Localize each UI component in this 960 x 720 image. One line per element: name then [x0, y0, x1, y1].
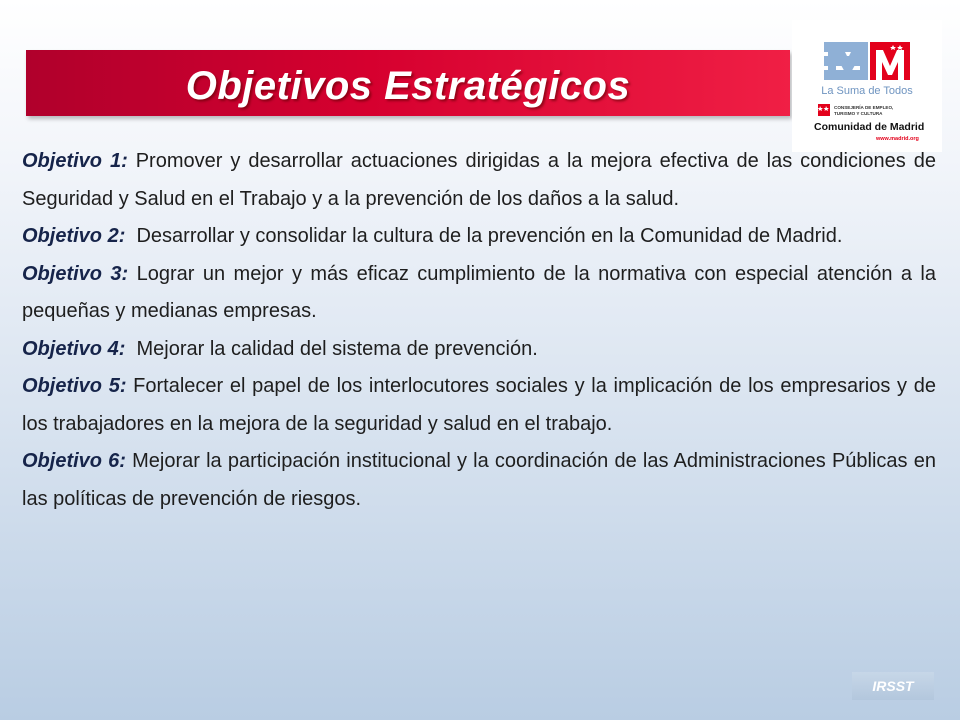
consejeria-line-1: CONSEJERÍA DE EMPLEO, [834, 105, 894, 110]
logo-panel [792, 20, 942, 152]
em-tagline: La Suma de Todos [821, 85, 913, 97]
objective-4-label: Objetivo 4: [22, 337, 126, 360]
objective-4 [22, 331, 936, 369]
objective-1-text: Promover y desarrollar actuaciones dirigidas a la mejora efectiva de las condiciones de Seguridad y Salud en el Trabajo y a la prevención de los daños a la salud. [22, 150, 936, 210]
objective-6 [22, 443, 936, 518]
comunidad-name: Comunidad de Madrid [814, 121, 925, 133]
objective-6-text: Mejorar la participación institucional y la coordinación de las Administraciones Públicas en las políticas de prevención de riesgos. [22, 450, 936, 510]
objective-1-label: Objetivo 1: [22, 150, 128, 172]
objective-5 [22, 368, 936, 443]
objective-5-text: Fortalecer el papel de los interlocutores sociales y la implicación de los empresarios y de los trabajadores en la mejora de la seguridad y salud en el trabajo. [22, 375, 936, 435]
objective-4-text: Mejorar la calidad del sistema de prevención. [136, 337, 538, 360]
objective-5-label: Objetivo 5: [22, 375, 127, 397]
objective-2 [22, 218, 936, 256]
objective-3-label: Objetivo 3: [22, 262, 129, 285]
objective-2-text: Desarrollar y consolidar la cultura de la prevención en la Comunidad de Madrid. [136, 225, 843, 247]
irsst-badge: IRSST [852, 672, 934, 700]
objective-6-label: Objetivo 6: [22, 450, 126, 472]
page-title: Objetivos Estratégicos [185, 64, 631, 108]
em-logo-icon [792, 20, 942, 152]
consejeria-line-2: TURISMO Y CULTURA [834, 111, 883, 116]
objective-2-label: Objetivo 2: [22, 225, 126, 247]
objective-3 [22, 256, 936, 331]
objective-1 [22, 143, 936, 218]
website-url: www.madrid.org [876, 136, 919, 142]
objective-3-text: Lograr un mejor y más eficaz cumplimiento de la normativa con especial atención a la pequeñas y medianas empresas. [22, 262, 936, 322]
objectives-list [22, 143, 936, 518]
